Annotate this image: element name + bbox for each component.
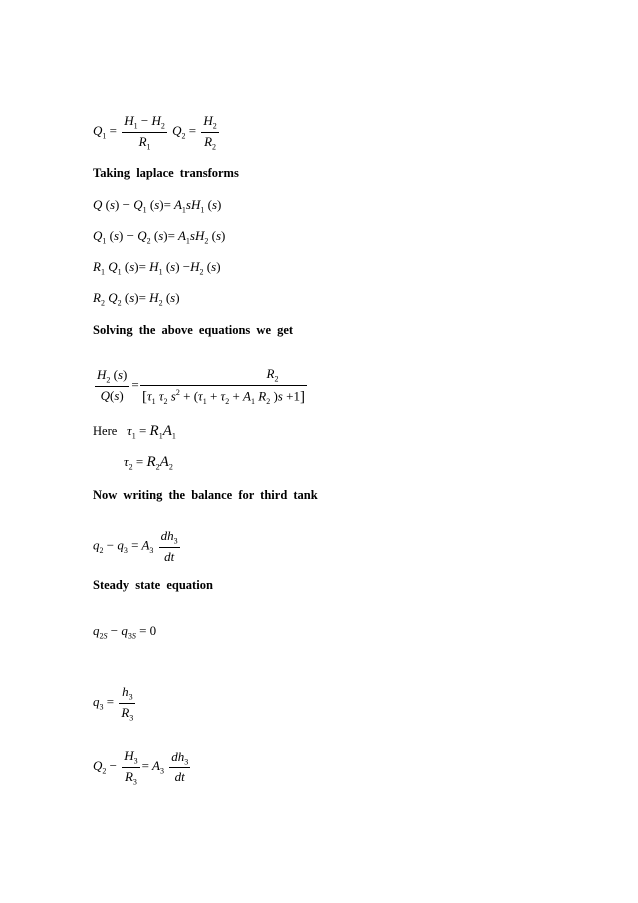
equation-laplace-4: $R_2$ $Q_2$ $(s)= H_2$ (s) (93, 290, 180, 308)
equation-laplace-2: $Q_1$ $(s) - Q_2$ $(s)= A_1sH_2$ (s) (93, 228, 226, 246)
equation-laplace-3: $R_1$ $Q_1$ $(s)= H_1$ $(s) -H_2$ (s) (93, 259, 221, 277)
steady-state-equation: $q_{2S} - q_{3S} = 0$ (93, 623, 157, 641)
heading-balance: Now writing the balance for third tank (93, 488, 318, 502)
heading-solving: Solving the above equations we get (93, 323, 294, 337)
equation-laplace-1: Q $(s) - Q_1$ $(s)= A_1sH_1$ (s) (93, 197, 222, 215)
balance-equation: $q_2 - q_3 = A_3$ $\frac{dh_3}{dt}$ (93, 528, 178, 564)
tau-2-definition: $\tau_2 = R_2A_2$ (124, 454, 173, 472)
here-label: Here (93, 424, 118, 438)
heading-laplace: Taking laplace transforms (93, 166, 239, 180)
outflow-equation: $q_3$ = $\frac{h_3}{R_3}$ (93, 684, 134, 723)
tank-three-equation: $Q_2$ − $\frac{H_3}{R_3}$ = $A_3$ $\frac{dh_3}{dt}$ (93, 748, 189, 787)
tau-1-definition: Here $\tau_1 = R_1A_1$ (93, 423, 176, 441)
flow-equations: $Q_1$ = $\frac{H_1 - H_2}{R_1}$ $Q_2$ = $\frac{H_2}{R_2}$ (93, 113, 217, 152)
heading-steady: Steady state equation (93, 578, 213, 592)
transfer-function: $\frac{H_2 (s)}{Q(s)}$ = $\frac{R_2}{[\tau_1 \tau_2 s^2 + (\tau_1 + \tau_2 + A_1 R_2 )s +1]}$ (97, 366, 305, 406)
